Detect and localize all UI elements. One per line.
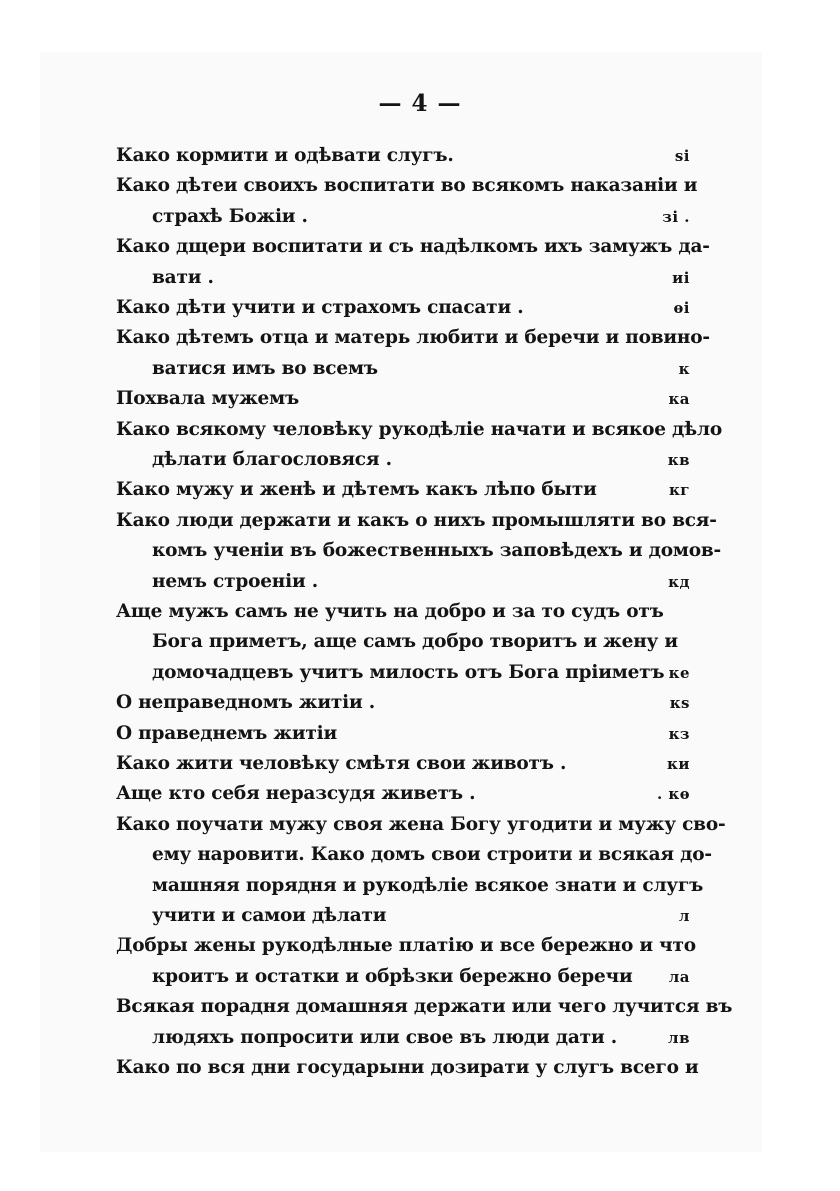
toc-entry-line: Како дѣти учити и страхомъ спасати . [116,297,524,318]
toc-entry-page-number: ѳі [673,299,690,317]
toc-entry-line: домочадцевъ учитъ милость отъ Бога пріиметъ [152,661,665,683]
toc-entry-line: Како жити человѣку смѣтя свои животъ . [116,753,567,774]
toc-entry-page-number: зі . [662,207,690,226]
toc-entry-line: Како поучати мужу своя жена Богу угодити и мужу сво- [116,813,726,835]
toc-entry-line: ему наровити. Како домъ свои строити и всякая до- [152,844,712,866]
toc-entry-line: вати . [152,266,214,288]
toc-entry-line: Како дѣтеи своихъ воспитати во всякомъ наказаніи и [116,175,698,197]
toc-entry-page-number: лв [668,1028,690,1047]
toc-entry-line: Како мужу и женѣ и дѣтемъ какъ лѣпо быти [116,479,597,501]
toc-entry-page-number: ке [668,663,690,682]
toc-entry-page-number: кв [667,451,690,469]
toc-entry-line: комъ ученіи въ божественныхъ заповѣдехъ и домов- [152,540,722,562]
toc-entry-page-number: ла [668,967,690,986]
page-number: — 4 — [378,90,462,117]
toc-entry-page-number: кг [668,481,690,500]
toc-entry-line: Всякая порадня домашняя держати или чего лучится въ [116,996,733,1018]
toc-entry-line: О праведнемъ житіи [116,722,338,744]
toc-entry-line: машняя порядня и рукодѣліе всякое знати и слугъ [152,874,704,896]
toc-entry-page-number: . кѳ [656,785,690,804]
toc-entry-line: Како по вся дни государыни дозирати у слугъ всего и [116,1057,699,1078]
toc-entry-page-number: кѕ [669,694,690,713]
toc-entry-line: Како дщери воспитати и съ надѣлкомъ ихъ замужъ да- [116,236,710,258]
toc-entry-line: Бога приметъ, аще самъ добро творитъ и жену и [152,631,678,653]
toc-entry-line: учити и самои дѣлати [152,905,387,926]
toc-entry-page-number: л [678,907,690,925]
toc-entry-page-number: кд [668,572,690,591]
toc-entry-page-number: кз [668,724,690,743]
toc-entry-page-number: ѕі [674,147,690,165]
toc-entry-line: Како люди держати и какъ о нихъ промышляти во вся- [116,509,717,531]
toc-entry-line: людяхъ попросити или свое въ люди дати . [152,1026,617,1048]
toc-entry-line: Аще мужъ самъ не учить на добро и за то судъ отъ [116,601,664,622]
toc-entry-line: ватися имъ во всемъ [152,357,378,379]
toc-entry-page-number: к [678,359,690,378]
toc-entry-line: дѣлати благословяся . [152,449,392,470]
toc-entry-line: Како всякому человѣку рукодѣліе начати и всякое дѣло [116,418,722,440]
toc-entry-line: Похвала мужемъ [116,388,299,410]
toc-entry-line: страхѣ Божіи . [152,205,308,227]
toc-entry-line: Добры жены рукодѣлные платію и все бережно и что [116,935,696,957]
toc-entry-line: Аще кто себя неразсудя живетъ . [116,783,476,805]
toc-entry-line: О неправедномъ житіи . [116,692,375,714]
toc-entry-line: кроитъ и остатки и обрѣзки бережно беречи [152,965,633,987]
toc-entry-page-number: ка [668,390,690,409]
toc-entry-line: Како кормити и одѣвати слугъ. [116,145,454,166]
toc-entry-page-number: иі [672,268,690,287]
toc-entry-line: Како дѣтемъ отца и матерь любити и беречи и повино- [116,327,710,349]
toc-entry-page-number: ки [667,755,690,773]
toc-entry-line: немъ строеніи . [152,570,318,592]
